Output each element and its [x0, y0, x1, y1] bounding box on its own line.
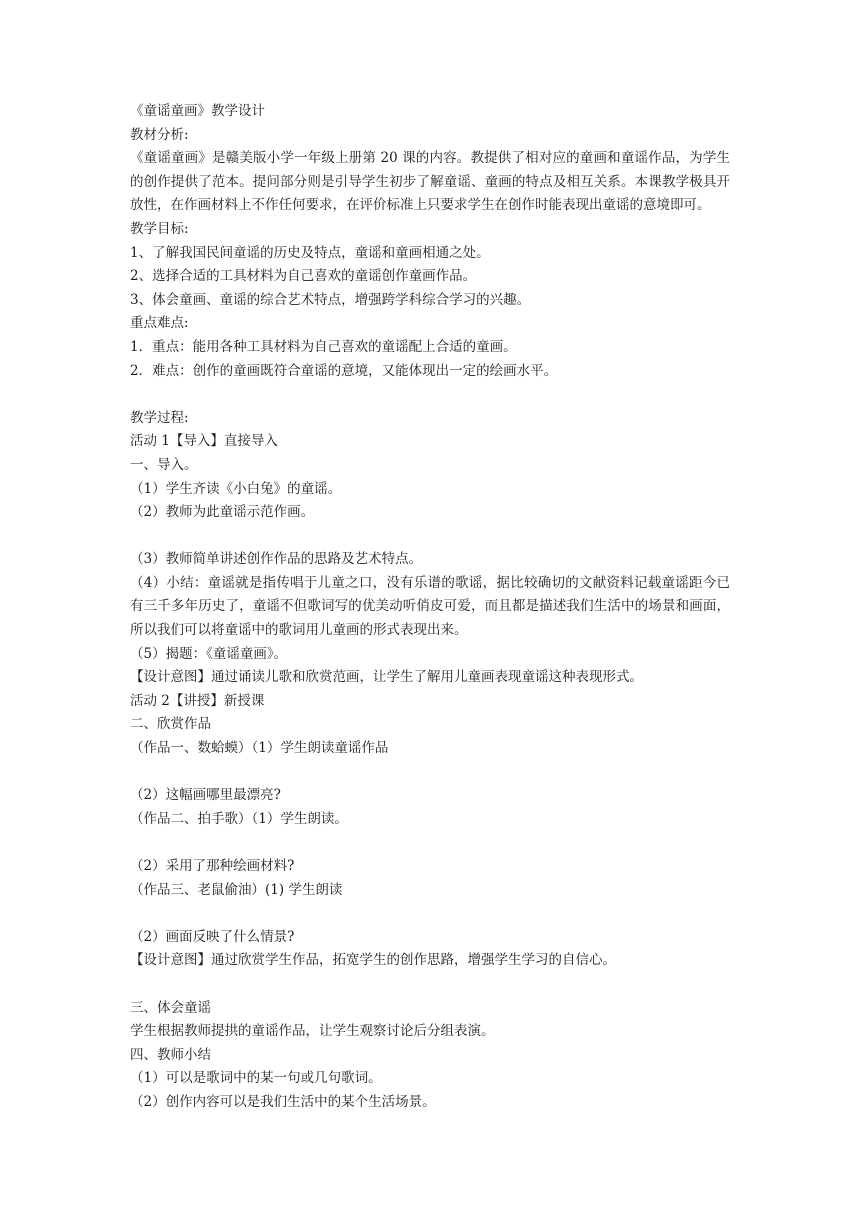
section-4-item: （2）创作内容可以是我们生活中的某个生活场景。: [130, 1093, 436, 1110]
blank-line: [130, 973, 730, 997]
blank-line: [130, 761, 730, 785]
section-1-item: （5）揭题：《童谣童画》。: [130, 645, 288, 662]
section-1-item: （2）教师为此童谣示范作画。: [130, 504, 315, 521]
goal-item: 2、选择合适的工具材料为自己喜欢的童谣创作童画作品。: [130, 268, 477, 285]
activity-2-heading: 活动 2【讲授】新授课: [130, 692, 265, 709]
material-heading: 教材分析:: [130, 126, 189, 143]
blank-line: [130, 383, 730, 407]
document-body: [130, 100, 730, 1115]
material-paragraph: 《童谣童画》是赣美版小学一年级上册第 20 课的内容。教提供了相对应的童画和童谣作品，为学生的创作提供了范本。提问部分则是引导学生初步了解童谣、童画的特点及相互关系。本课教学极具开放性，在作画材料上不作任何要求，在评价标准上只要求学生在创作时能表现出童谣的意境即可。: [130, 150, 730, 214]
section-3-heading: 三、体会童谣: [130, 999, 211, 1016]
work-3-question: （2）画面反映了什么情景?: [130, 928, 295, 945]
goals-heading: 教学目标:: [130, 220, 189, 237]
activity-1-heading: 活动 1【导入】直接导入: [130, 433, 278, 450]
work-3: （作品三、老鼠偷油）(1) 学生朗读: [130, 881, 343, 898]
work-1: （作品一、数蛤蟆）（1）学生朗读童谣作品: [130, 740, 389, 757]
key-point-item: 1．重点：能用各种工具材料为自己喜欢的童谣配上合适的童画。: [130, 338, 517, 355]
goal-item: 3、体会童画、童谣的综合艺术特点，增强跨学科综合学习的兴趣。: [130, 291, 531, 308]
key-point-item: 2．难点：创作的童画既符合童谣的意境，又能体现出一定的绘画水平。: [130, 362, 558, 379]
document-title: 《童谣童画》教学设计: [130, 103, 265, 119]
section-4-item: （1）可以是歌词中的某一句或几句歌词。: [130, 1070, 382, 1087]
section-3-text: 学生根据教师提拱的童谣作品，让学生观察讨论后分组表演。: [130, 1023, 495, 1040]
section-4-heading: 四、教师小结: [130, 1046, 211, 1063]
blank-line: [130, 831, 730, 855]
section-1-summary: （4）小结：童谣就是指传唱于儿童之口，没有乐谱的歌谣，据比较确切的文献资料记载童谣距今已有三千多年历史了，童谣不但歌词写的优美动听俏皮可爱，而且都是描述我们生活中的场景和画面，所以我们可以将童谣中的歌词用儿童画的形式表现出来。: [130, 574, 730, 639]
blank-line: [130, 525, 730, 549]
work-2-question: （2）采用了那种绘画材料?: [130, 858, 295, 874]
section-2-heading: 二、欣赏作品: [130, 716, 211, 733]
key-heading: 重点难点:: [130, 315, 189, 332]
work-2: （作品二、拍手歌）（1）学生朗读。: [130, 810, 348, 827]
work-1-question: （2）这幅画哪里最漂亮?: [130, 787, 281, 804]
section-1-item: （1）学生齐读《小白兔》的童谣。: [130, 480, 342, 497]
goal-item: 1、了解我国民间童谣的历史及特点，童谣和童画相通之处。: [130, 244, 490, 261]
section-1-heading: 一、导入。: [130, 456, 198, 473]
process-heading: 教学过程:: [130, 409, 189, 426]
design-intent-1: 【设计意图】通过诵读儿歌和欣赏范画，让学生了解用儿童画表现童谣这种表现形式。: [130, 669, 643, 686]
design-intent-2: 【设计意图】通过欣赏学生作品，拓宽学生的创作思路，增强学生学习的自信心。: [130, 952, 616, 969]
blank-line: [130, 902, 730, 926]
section-1-item: （3）教师简单讲述创作作品的思路及艺术特点。: [130, 551, 423, 568]
